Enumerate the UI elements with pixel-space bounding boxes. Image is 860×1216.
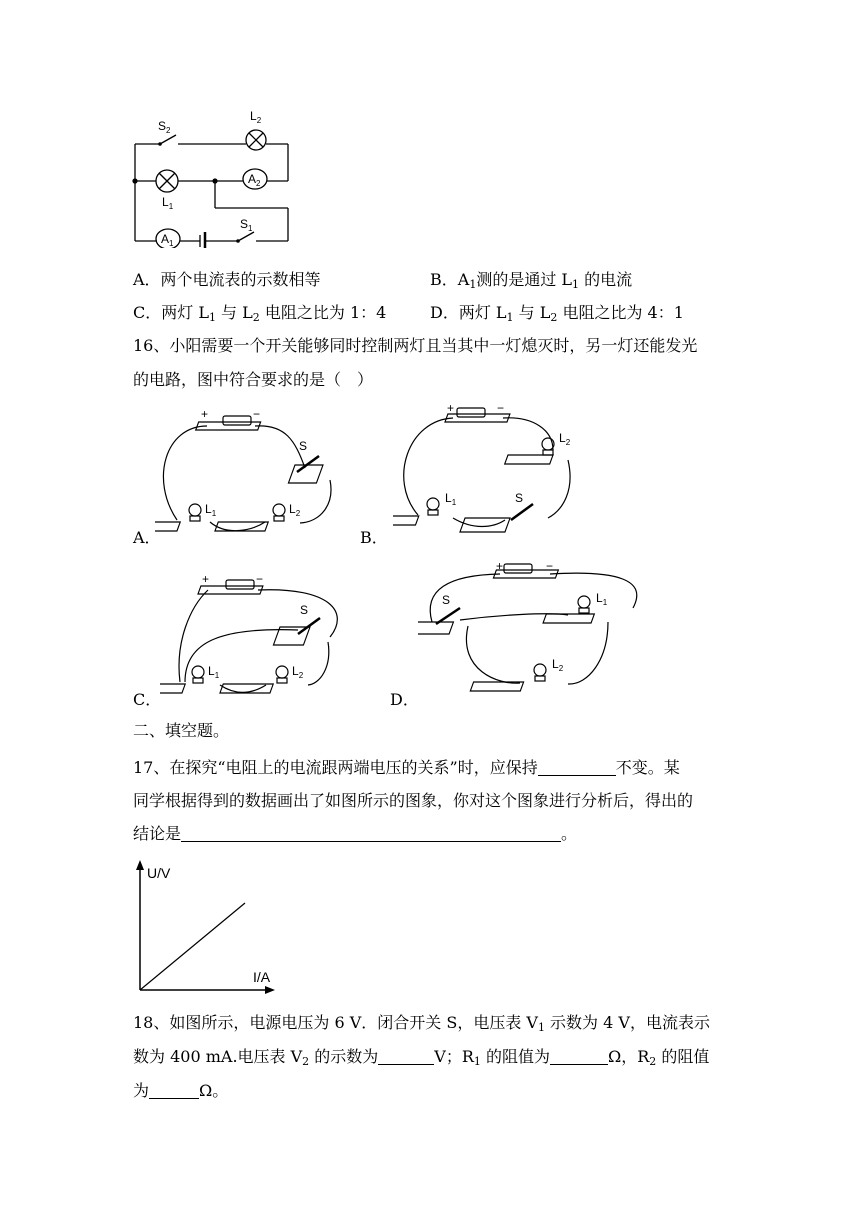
svg-text:+: +	[496, 560, 504, 573]
q17-blank-1[interactable]	[538, 759, 616, 776]
svg-text:S: S	[299, 439, 308, 453]
q18-line-2: 数为 400 mA.电压表 $V_2$ 的示数为 V；$R_1$ 的阻值为 Ω，$R_2$ 的阻值	[133, 1047, 710, 1068]
svg-text:S: S	[515, 491, 524, 505]
svg-text:L2: $L_2$	[250, 109, 262, 125]
q16-label-d: D．	[390, 690, 419, 709]
q17-uv-graph	[125, 858, 285, 998]
svg-text:L2: $L_2$	[292, 664, 304, 680]
q16-figure-b	[393, 400, 583, 535]
q16-label-b: B．	[360, 528, 388, 547]
q18-blank-v2[interactable]	[378, 1048, 434, 1065]
q18-line-3: 为 Ω。	[133, 1081, 229, 1100]
svg-text:−: −	[497, 401, 505, 415]
q17-line-3: 结论是 。	[133, 824, 578, 843]
svg-text:+: +	[447, 401, 455, 415]
svg-text:+: +	[201, 410, 209, 421]
svg-text:−: −	[253, 410, 261, 421]
q18-line-1: 18、如图所示，电源电压为 6 V．闭合开关 S，电压表 $V_1$ 示数为 4 V，电流表示	[133, 1013, 710, 1034]
svg-text:S: S	[442, 593, 451, 607]
q18-blank-r1[interactable]	[550, 1048, 608, 1065]
svg-text:L1: $L_1$	[596, 591, 608, 607]
q17-line-2: 同学根据得到的数据画出了如图所示的图象，你对这个图象进行分析后，得出的	[133, 791, 694, 810]
q16-line-2: 的电路，图中符合要求的是（ ）	[133, 370, 374, 389]
q18-blank-r2[interactable]	[149, 1082, 199, 1099]
svg-text:L1: $L_1$	[208, 664, 220, 680]
svg-text:A2: $A_2$	[248, 172, 261, 188]
q16-figure-c	[160, 572, 350, 702]
q16-label-c: C．	[133, 690, 162, 709]
svg-text:L2: $L_2$	[289, 502, 301, 518]
svg-text:S: S	[300, 603, 309, 617]
q15-option-c: C．两灯 $L_1$ 与 $L_2$ 电阻之比为 1：4	[133, 303, 387, 324]
svg-text:S2: $S_2$	[158, 119, 171, 135]
svg-text:L1: $L_1$	[162, 195, 174, 211]
svg-text:L1: $L_1$	[205, 502, 217, 518]
q16-figure-d	[418, 560, 648, 700]
q15-option-a: A．两个电流表的示数相等	[133, 270, 321, 289]
svg-text:L2: $L_2$	[552, 657, 564, 673]
svg-text:L1: $L_1$	[445, 491, 457, 507]
q17-xlabel: I/A	[253, 969, 271, 985]
q17-blank-2[interactable]	[181, 825, 561, 842]
q16-label-a: A．	[133, 528, 161, 547]
section-heading: 二、填空题。	[133, 721, 230, 740]
q16-line-1: 16、小阳需要一个开关能够同时控制两灯且当其中一灯熄灭时，另一灯还能发光	[133, 336, 698, 355]
q17-line-1: 17、在探究“电阻上的电流跟两端电压的关系”时，应保持 不变。某	[133, 758, 680, 777]
svg-text:A1: $A_1$	[161, 232, 174, 248]
svg-text:S1: $S_1$	[240, 217, 253, 233]
svg-text:+: +	[202, 572, 210, 586]
svg-text:−: −	[546, 560, 554, 573]
q15-option-d: D．两灯 $L_1$ 与 $L_2$ 电阻之比为 4：1	[430, 303, 684, 324]
svg-text:−: −	[256, 572, 264, 586]
svg-text:L2: $L_2$	[559, 431, 571, 447]
q15-option-b: B．$A_1$测的是通过 $L_1$ 的电流	[430, 270, 633, 291]
q17-ylabel: U/V	[147, 865, 171, 881]
q15-circuit-diagram	[120, 108, 300, 248]
q16-figure-a	[155, 410, 345, 540]
